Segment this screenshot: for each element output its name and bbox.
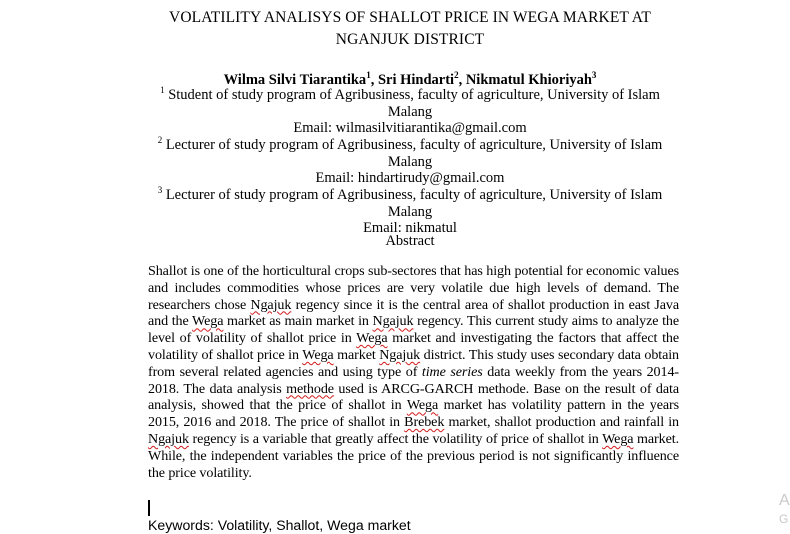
abstract-text: data weekly from the years 2014-2018. The data analysis: [148, 363, 679, 397]
affiliation-1: [110, 82, 710, 137]
abstract-text: regency. This current study aims to analyze the level of volatility of shallot price in: [148, 313, 679, 347]
side-watermark-letter: A: [779, 492, 790, 509]
paper-title-line-1: VOLATILITY ANALISYS OF SHALLOT PRICE IN WEGA MARKET AT: [169, 9, 651, 26]
spellcheck-word[interactable]: Brebek: [404, 414, 445, 431]
spellcheck-word[interactable]: Wega: [302, 346, 334, 363]
affiliation-text: Lecturer of study program of Agribusiness, faculty of agriculture, University of Islam: [165, 187, 663, 203]
abstract-text: market as main market in: [223, 313, 373, 330]
abstract-text: market and investigating the factors that affect the volatility of shallot price in: [148, 330, 679, 363]
abstract-text: market: [333, 346, 380, 363]
text-cursor: [148, 500, 150, 516]
spellcheck-word[interactable]: Ngajuk: [250, 296, 292, 313]
abstract-text: market has volatility pattern in the years 2015, 2016 and 2018. The price of shallot in: [148, 397, 680, 431]
spellcheck-word[interactable]: Ngajuk: [372, 313, 414, 330]
abstract-text: district. This study uses secondary data obtain from several related agencies and using type of: [148, 346, 679, 380]
author-affiliation-marker: 2: [454, 70, 459, 80]
abstract-paragraph: [148, 263, 679, 481]
side-watermark-letter: G: [779, 512, 789, 526]
affiliation-text: Student of study program of Agribusiness, faculty of agriculture, University of Islam: [168, 87, 660, 103]
author-affiliation-marker: 3: [591, 70, 597, 80]
abstract-text: Shallot is one of the horticultural crops sub-sectores that has high potential for economic values and includes commodities whose prices are very volatile due high levels of demand. The researchers chose: [148, 263, 679, 313]
affiliation-city: Malang: [387, 103, 433, 120]
paper-title-line-2: NGANJUK DISTRICT: [335, 31, 485, 48]
spellcheck-word[interactable]: Wega: [406, 397, 439, 414]
affiliation-text: Lecturer of study program of Agribusiness, faculty of agriculture, University of Islam: [165, 137, 663, 153]
abstract-italic-term: time series: [421, 363, 483, 380]
affiliation-email: Email: wilmasilvitiarantika@gmail.com: [293, 120, 527, 137]
affiliation-marker: 1: [160, 85, 165, 95]
keywords-line: Keywords: Volatility, Shallot, Wega market: [148, 517, 411, 533]
affiliation-2: [110, 132, 710, 187]
abstract-text: regency is a variable that greatly affect the volatility of price of shallot in: [188, 430, 603, 447]
spellcheck-word[interactable]: methode: [286, 380, 334, 397]
affiliation-3: [110, 182, 710, 237]
spellcheck-word[interactable]: Ngajuk: [148, 430, 189, 447]
affiliation-email: Email: hindartirudy@gmail.com: [315, 170, 505, 187]
abstract-text: used is ARCG-GARCH methode. Base on the result of data analysis, showed that the price of shallot in: [148, 380, 679, 414]
abstract-heading: Abstract: [385, 233, 435, 249]
affiliation-email: Email: nikmatul: [363, 220, 457, 237]
abstract-text: market. While, the independent variables the price of the previous period is not significantly influence the price volatility.: [148, 430, 679, 481]
author-affiliation-marker: 1: [366, 70, 371, 80]
abstract-text: market, shallot production and rainfall in: [444, 414, 680, 431]
spellcheck-word[interactable]: Ngajuk: [379, 346, 421, 363]
author-name: Sri Hindarti: [377, 72, 455, 88]
affiliation-city: Malang: [387, 203, 433, 220]
author-name: Wilma Silvi Tiarantika: [223, 72, 367, 88]
spellcheck-word[interactable]: Wega: [356, 330, 388, 347]
abstract-text: regency since it is the central area of shallot production in east Java and the: [148, 296, 679, 330]
affiliation-marker: 2: [157, 135, 163, 145]
affiliation-city: Malang: [387, 153, 433, 170]
author-name: Nikmatul Khioriyah: [465, 72, 592, 88]
affiliation-marker: 3: [157, 185, 163, 195]
spellcheck-word[interactable]: Wega: [192, 313, 224, 330]
spellcheck-word[interactable]: Wega: [602, 430, 634, 447]
author-list: Wilma Silvi Tiarantika$^1$, Sri Hindarti$^2$, Nikmatul Khioriyah$^3$: [223, 70, 597, 88]
